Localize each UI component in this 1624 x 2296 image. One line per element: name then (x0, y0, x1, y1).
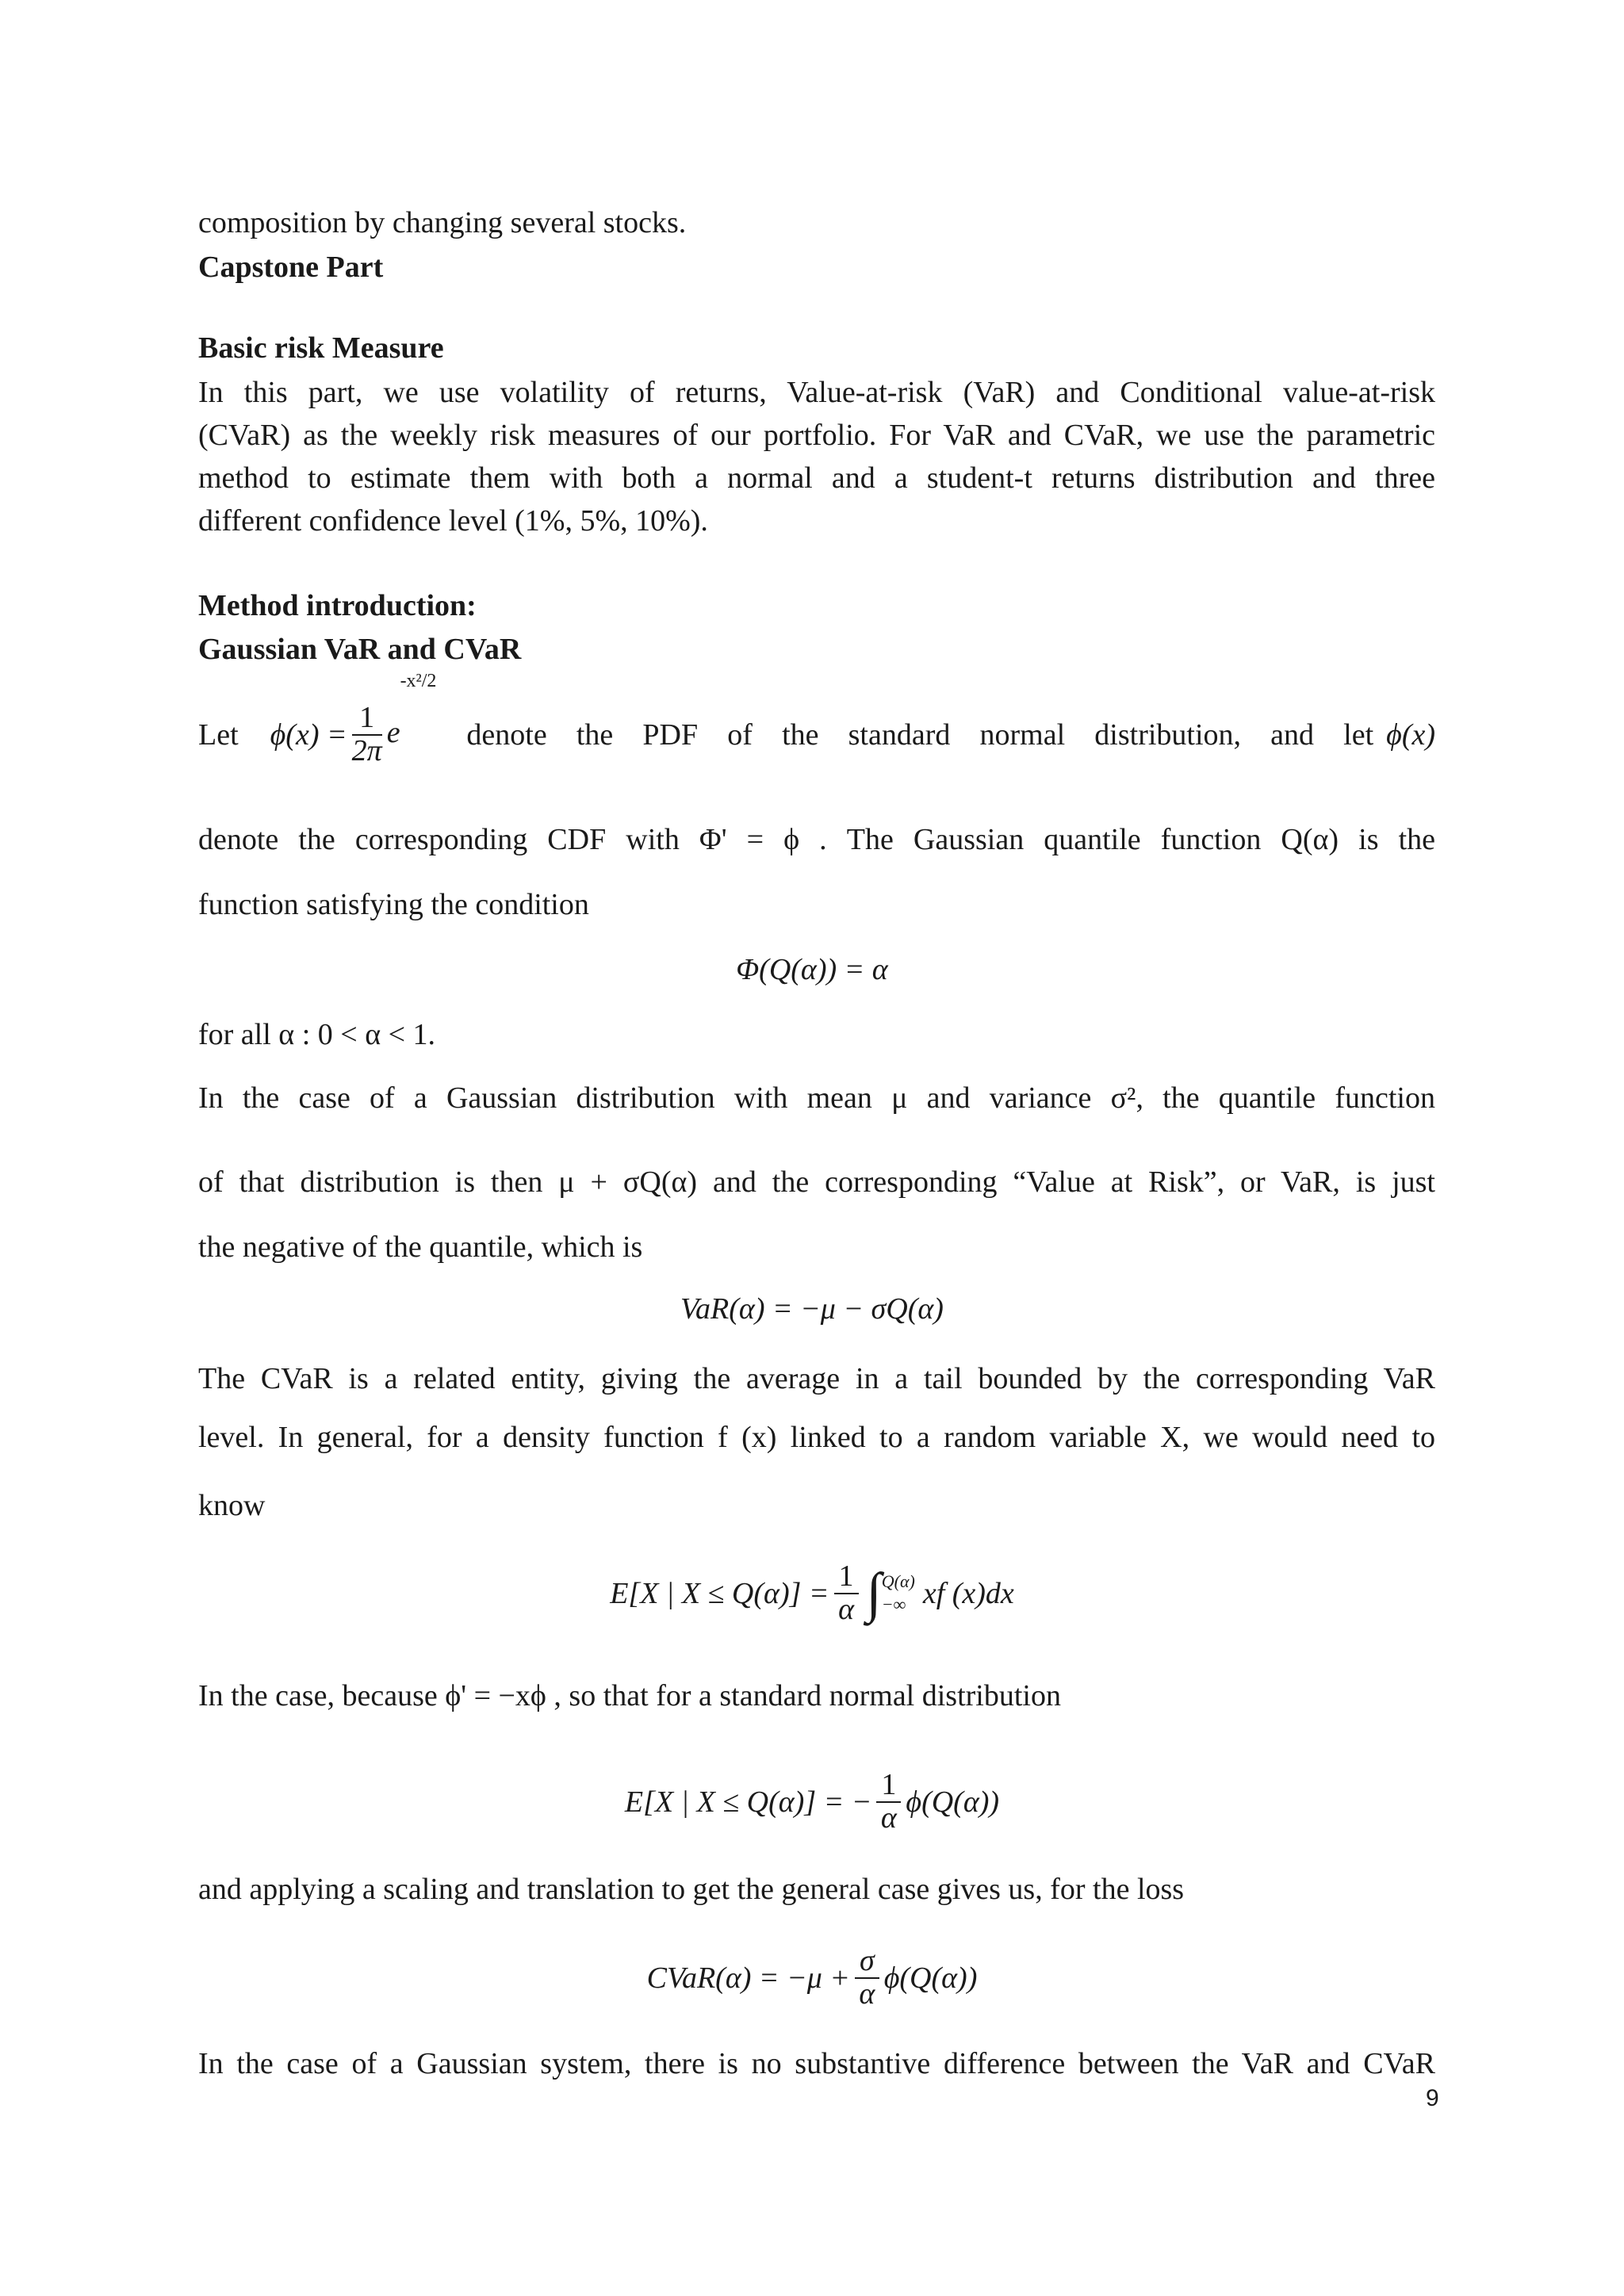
scaling-line: and applying a scaling and translation to get the general case gives us, for the loss (198, 1873, 1185, 1906)
method-heading: Method introduction: (198, 589, 477, 622)
paragraph-line: (CVaR) as the weekly risk measures of our portfolio. For VaR and CVaR, we use the parametric (198, 419, 1435, 452)
fraction-numerator: 1 (876, 1770, 901, 1803)
eq3-fraction (834, 1561, 859, 1626)
know-line: know (198, 1489, 266, 1522)
integral-upper-limit: Q(α) (881, 1571, 915, 1592)
pdf-definition-text: denote the PDF of the standard normal distribution, and let (466, 718, 1374, 752)
cvar-line: The CVaR is a related entity, giving the average in a tail bounded by the corresponding VaR (198, 1362, 1435, 1395)
fraction-numerator: σ (855, 1946, 879, 1979)
let-word: Let (198, 718, 239, 752)
cvar-line: level. In general, for a density function f (x) linked to a random variable X, we would need to (198, 1421, 1435, 1454)
negative-line: the negative of the quantile, which is (198, 1230, 643, 1264)
equation-normal-tail (0, 1758, 1624, 1846)
pdf-lhs: ϕ(x) = (270, 718, 347, 752)
fraction-denominator: 2π (351, 734, 382, 767)
equation-cvar (0, 1934, 1624, 2022)
gaussian-heading: Gaussian VaR and CVaR (198, 633, 522, 666)
equation-var: VaR(α) = −μ − σQ(α) (680, 1292, 944, 1326)
eq3-integrand: xf (x)dx (922, 1577, 1014, 1610)
exp-exponent: -x²/2 (400, 671, 437, 691)
fraction-denominator: α (859, 1977, 875, 2011)
paragraph-line: method to estimate them with both a normal and a student-t returns distribution and three (198, 461, 1435, 495)
eq3-lhs: E[X | X ≤ Q(α)] = (610, 1577, 829, 1610)
text-line: composition by changing several stocks. (198, 206, 687, 239)
integral-lower-limit: −∞ (881, 1594, 906, 1614)
paragraph-line: different confidence level (1%, 5%, 10%). (198, 504, 708, 538)
forall-line: for all α : 0 < α < 1. (198, 1018, 436, 1051)
eq4-rhs: ϕ(Q(α)) (906, 1785, 1000, 1819)
quantile-line: of that distribution is then μ + σQ(α) and the corresponding “Value at Risk”, or VaR, is just (198, 1165, 1435, 1199)
function-line: function satisfying the condition (198, 888, 589, 921)
basic-risk-heading: Basic risk Measure (198, 331, 444, 365)
capstone-heading: Capstone Part (198, 251, 384, 284)
equation-quantile: Φ(Q(α)) = α (736, 953, 888, 986)
pdf-fraction (352, 702, 382, 767)
fraction-denominator: α (838, 1593, 855, 1626)
gaussian-case-line: In the case of a Gaussian distribution with mean μ and variance σ², the quantile function (198, 1081, 1435, 1115)
eq5-fraction (855, 1946, 879, 2011)
paragraph-line: In this part, we use volatility of returns, Value-at-risk (VaR) and Conditional value-at-risk (198, 376, 1435, 409)
fraction-denominator: α (880, 1801, 897, 1835)
eq5-lhs: CVaR(α) = −μ + (646, 1961, 850, 1995)
integral-sign: ∫ (866, 1563, 882, 1624)
eq5-rhs: ϕ(Q(α)) (883, 1961, 978, 1995)
eq4-fraction (876, 1770, 901, 1835)
last-line: In the case of a Gaussian system, there is no substantive difference between the VaR and CVaR (198, 2047, 1435, 2080)
fraction-numerator: 1 (834, 1561, 859, 1594)
cdf-line: denote the corresponding CDF with Φ' = ϕ . The Gaussian quantile function Q(α) is the (198, 823, 1435, 856)
fraction-numerator: 1 (352, 702, 382, 736)
integral-limits (882, 1571, 915, 1616)
pdf-definition-line (198, 671, 1435, 779)
cdf-symbol: ϕ(x) (1386, 718, 1435, 752)
equation-conditional-expectation (0, 1546, 1624, 1641)
exp-base: e (386, 716, 400, 749)
eq4-lhs: E[X | X ≤ Q(α)] = − (624, 1785, 872, 1819)
case-line: In the case, because ϕ' = −xϕ , so that for a standard normal distribution (198, 1679, 1061, 1712)
page-number: 9 (1426, 2085, 1439, 2111)
